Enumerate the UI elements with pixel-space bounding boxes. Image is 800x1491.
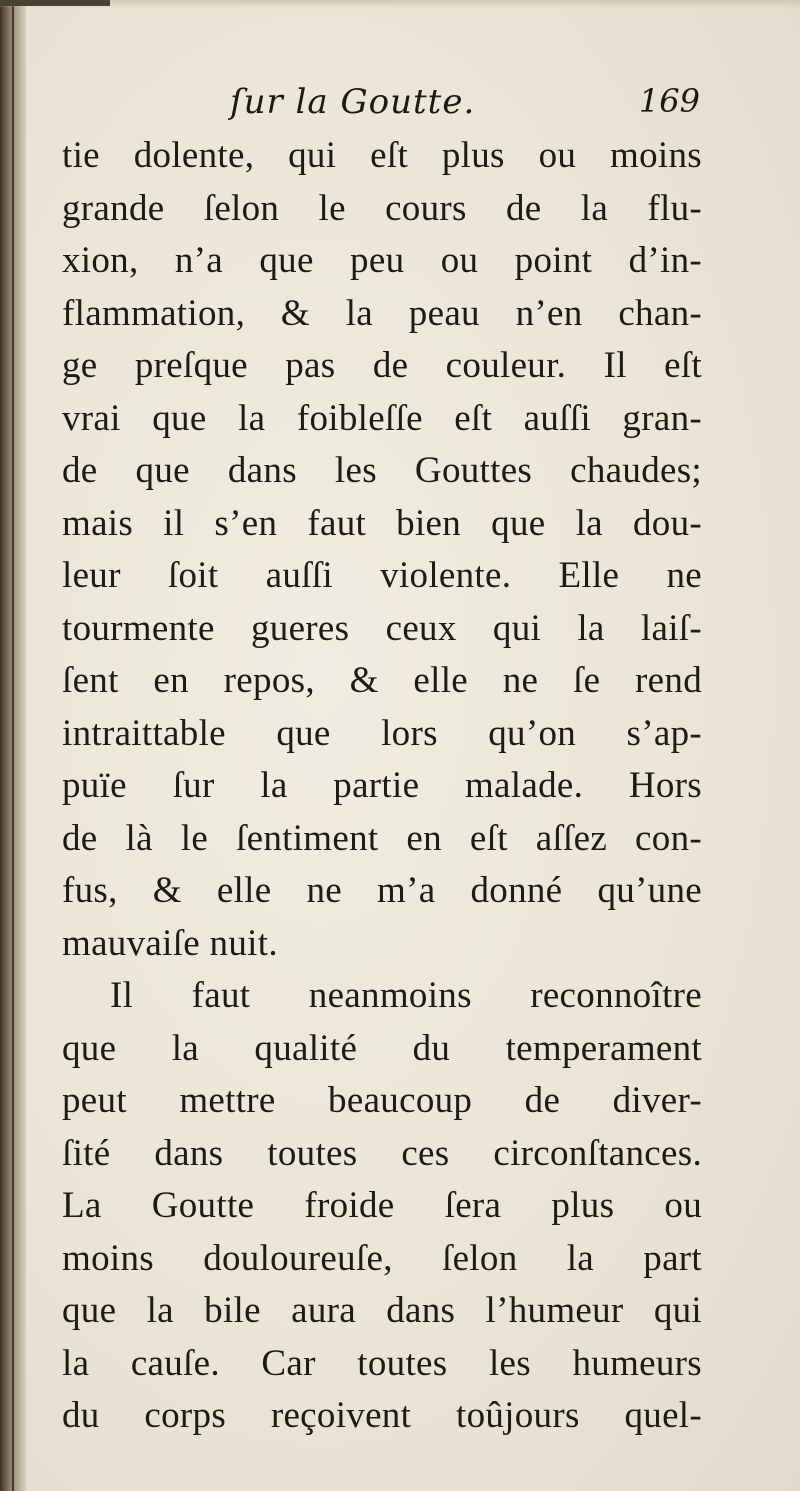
page-number: 169 (638, 82, 700, 120)
page-header (60, 82, 700, 132)
text-line: du corps reçoivent toûjours quel- (62, 1395, 702, 1436)
text-line: ſité dans toutes ces circonſtances. (62, 1132, 702, 1174)
page-top-edge (0, 0, 800, 8)
text-line: leur ſoit auſſi violente. Elle ne (62, 555, 702, 596)
text-line: vrai que la foibleſſe eſt auſſi gran- (62, 397, 702, 439)
text-line: fus, & elle ne m’a donné qu’une (62, 870, 702, 911)
text-line: ge preſque pas de couleur. Il eſt (62, 345, 702, 386)
text-line: de là le ſentiment en eſt aſſez con- (62, 817, 702, 859)
page-binding (0, 0, 26, 1491)
text-line: mais il s’en faut bien que la dou- (62, 502, 702, 544)
text-line: tie dolente, qui eſt plus ou moins (62, 135, 702, 176)
text-line: puïe ſur la partie malade. Hors (62, 765, 702, 806)
running-title: ſur la Goutte. (230, 82, 476, 122)
paragraph-start-line: Il faut neanmoins reconnoître (110, 975, 702, 1016)
text-line: xion, n’a que peu ou point d’in- (62, 240, 702, 281)
corner-mark (0, 0, 110, 6)
body-text (62, 130, 702, 1443)
text-line: peut mettre beaucoup de diver- (62, 1080, 702, 1121)
text-line: de que dans les Gouttes chaudes; (62, 450, 702, 491)
text-line: que la bile aura dans l’humeur qui (62, 1290, 702, 1331)
paragraph-end-line: mauvaiſe nuit. (62, 922, 278, 964)
text-line: tourmente gueres ceux qui la laiſ- (62, 607, 702, 649)
text-line: grande ſelon le cours de la flu- (62, 187, 702, 229)
text-line: ſent en repos, & elle ne ſe rend (62, 660, 702, 701)
text-line: La Goutte froide ſera plus ou (62, 1185, 702, 1226)
text-line: moins douloureuſe, ſelon la part (62, 1237, 702, 1279)
text-line: intraittable que lors qu’on s’ap- (62, 712, 702, 754)
text-line: que la qualité du temperament (62, 1027, 702, 1069)
text-line: la cauſe. Car toutes les humeurs (62, 1342, 702, 1384)
text-line: flammation, & la peau n’en chan- (62, 292, 702, 334)
